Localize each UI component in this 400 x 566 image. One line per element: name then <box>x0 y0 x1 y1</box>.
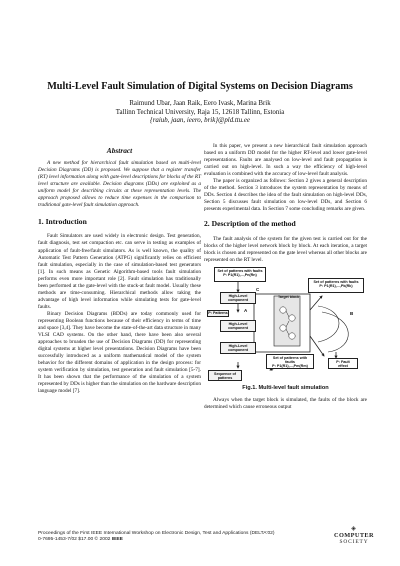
label-a: A <box>244 307 248 313</box>
set-of-patterns-right-formula: P: P1(R1),...,Pk(Rk) <box>319 283 353 288</box>
high-level-component-bottom <box>220 342 256 354</box>
author-email: {raiub, jaan, ieero, brik}@pld.ttu.ee <box>149 117 250 124</box>
label-c: C <box>256 286 260 292</box>
page-footer <box>38 531 275 544</box>
intro-paragraph-1: Fault Simulators are used widely in electronic design. Test generation, fault diagnosis, test set compaction etc. can serve in testing as examples of application of fault-free/fault simulators. As is well known, the quality of Automatic Test Pattern Generation (ATPG) significantly relies on efficient fault simulation, especially in the case of simulation-based test generators [1]. In such means as Genetic Algorithm-based tools fault simulation performs even more important role [2]. Fault simulation has traditionally been performed at the gate-level with the stuck-at fault model. Usually these methods are time-consuming. Hierarchical methods allow taking the advantage of high level information while simulating tests for gate-level faults. <box>38 233 201 310</box>
label-b: B <box>350 310 354 316</box>
intro-heading: 1. Introduction <box>38 217 87 227</box>
abstract-text: A new method for hierarchical fault simulation based on multi-level Decision Diagrams (DD) is proposed. We suppose that a register transfer (RT) level information along with gate-level descriptions for blocks of the RT level structure are available. Decision diagrams (DDs) are exploited as a uniform model for describing circuits at these representation levels. The approach proposed allows to reduce time expenses in the comparison to traditional gate-level fault simulation approach. <box>38 160 201 209</box>
patterns-box-label: P: Patterns <box>208 310 228 315</box>
computer-society-logo <box>334 526 374 545</box>
high-level-component-mid-label: High-Level component <box>228 321 248 330</box>
right-paragraph-1: In this paper, we present a new hierarchical fault simulation approach based on a uniform DD model for the higher RT-level and lower gate-level representations. Faults are analysed on low-level and fault propagation is carried out on high-level. In such a way the efficiency of high-level evaluation is combined with the accuracy of low-level fault analysis. <box>204 143 367 178</box>
paper-title: Multi-Level Fault Simulation of Digital Systems on Decision Diagrams <box>47 81 353 92</box>
logo-word-computer: COMPUTER <box>334 532 374 539</box>
figure-caption: Fig.1. Multi-level fault simulation <box>242 384 329 391</box>
author-names: Raimund Ubar, Jaan Raik, Eero Ivask, Marina Brik <box>129 100 271 107</box>
computer-society-emblem-icon: ◈ <box>351 526 357 532</box>
section2-heading: 2. Description of the method <box>204 219 296 229</box>
high-level-component-mid <box>220 320 256 332</box>
set-of-patterns-bottom-formula: P: P1(R1),...,Pm(Rm) <box>272 364 308 369</box>
sequence-of-patterns-label: Sequence of patterns <box>214 371 236 380</box>
author-block <box>0 100 400 126</box>
section2-paragraph: The fault analysis of the system for the given test is carried out for the blocks of the higher level network block by block. At each iteration, a target block is chosen and represented on the gate level whereas all other blocks are represented on the RT level. <box>204 235 367 263</box>
footer-isbn-text: 0-7695-1453-7/02 $17.00 © 2002 <box>38 537 111 543</box>
set-of-patterns-top <box>214 267 266 282</box>
section2-paragraph-2: Always when the target block is simulated, the faults of the block are determined which cause erroneous output <box>204 396 367 410</box>
set-of-patterns-bottom <box>266 354 314 369</box>
sequence-of-patterns-box <box>208 370 242 381</box>
affiliation: Tallinn Technical University, Raja 15, 12618 Tallinn, Estonia <box>115 108 285 116</box>
intro-paragraph-2: Binary Decision Diagrams (BDDs) are today commonly used for representing Boolean functions because of their efficiency in terms of time and space [3,4]. They have become the state-of-the-art data structure in many VLSI CAD systems. On the other hand, there have been also several approaches to broaden the use of Decision Diagrams (DD) for representing digital systems at higher level presentations. Decision Diagrams have been successfully introduced as a uniform mathematical model of the system behavior for the different domains of application in the design process: for system verification by simulation, test generation and fault simulation [5-7]. It has been shown that the performance of the simulation of a system represented by DDs is higher than the simulation on the hardware description language model [7]. <box>38 310 201 395</box>
footer-proceedings: Proceedings of the First IEEE International Workshop on Electronic Design, Test and Applications (DELTA'02) <box>38 531 275 536</box>
logo-word-society: SOCIETY <box>339 539 369 545</box>
footer-isbn <box>38 537 275 543</box>
right-paragraph-2: The paper is organized as follows: Section 2 gives a general description of the method. Section 3 introduces the system representation by means of DDs. Section 4 describes the idea of the fault simulation on high-level DDs, Section 5 discusses fault simulation on low-level DDs, and Section 6 presents experimental data. In Section 7 some concluding remarks are given. <box>204 178 367 213</box>
target-block-label: Target block <box>278 294 300 299</box>
high-level-component-top-label: High-Level component <box>228 293 248 302</box>
high-level-component-bottom-label: High-Level component <box>228 343 248 352</box>
fault-effect-label: P: Fault effect <box>336 359 350 368</box>
set-of-patterns-right-label: Set of patterns with faults <box>313 279 359 284</box>
set-of-patterns-top-label: Set of patterns with faults <box>217 268 263 273</box>
abstract-heading: Abstract <box>106 146 133 155</box>
set-of-patterns-bottom-label: Set of patterns with faults <box>272 355 308 364</box>
right-column <box>204 143 367 411</box>
patterns-box <box>207 310 229 317</box>
figure-multilevel-simulation <box>206 266 366 382</box>
set-of-patterns-top-formula: P: P1(R1),...,Pn(Rn) <box>223 272 257 277</box>
fault-effect-box <box>328 358 358 369</box>
left-column <box>38 143 201 396</box>
high-level-component-top <box>220 292 256 304</box>
set-of-patterns-right <box>308 278 364 293</box>
footer-ieee: IEEE <box>111 537 123 543</box>
